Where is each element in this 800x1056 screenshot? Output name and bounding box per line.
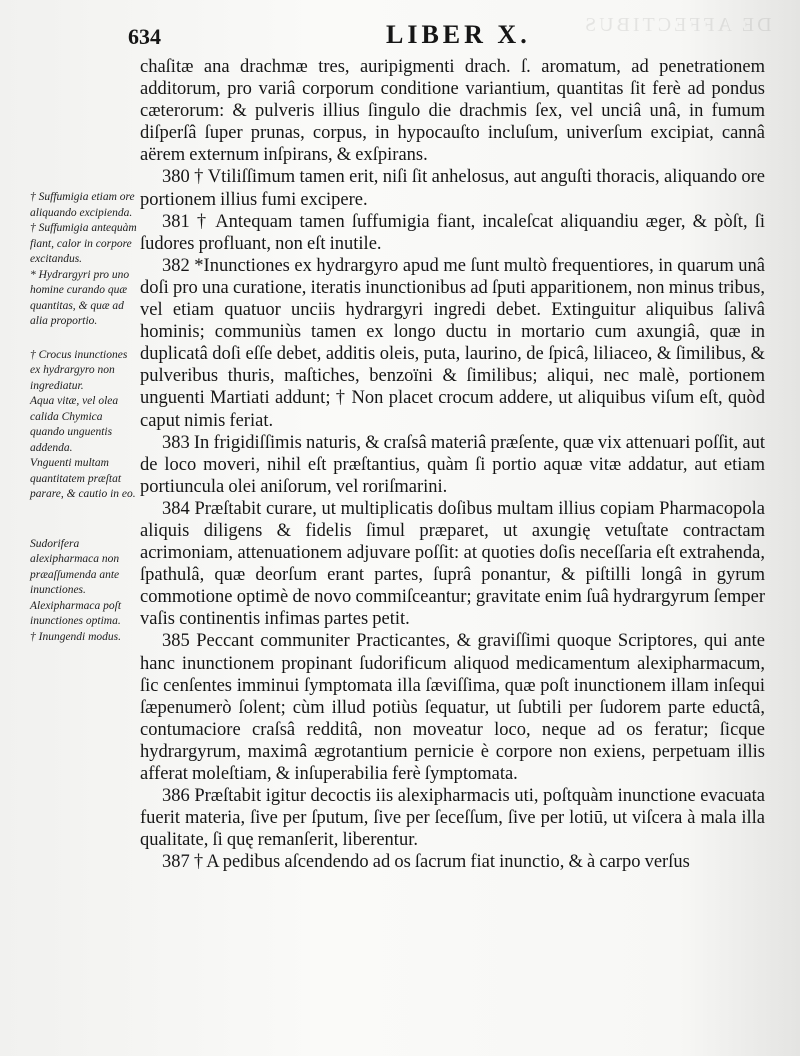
- margin-note-382: * Hydrargyri pro uno homine curando quæ quantitas, & quæ ad alia proportio.: [30, 268, 130, 327]
- page-header: [128, 18, 768, 52]
- section-383: 383 In frigidiſſimis naturis, & craſsâ materiâ præſente, quæ vix attenuari poſſit, aut de loco moveri, nihil eſt præſtantius, quàm ſi portio aquæ vitæ addatur, aut etiam portiuncula olei aniſorum, vel roriſmarini.: [140, 432, 765, 497]
- running-head: LIBER X.: [386, 20, 531, 49]
- section-381: 381 † Antequam tamen ſuffumigia fiant, incaleſcat aliquandiu æger, & pòſt, ſi ſudores profluant, non eſt inutile.: [140, 211, 765, 254]
- paragraph-continuation: chaſitæ ana drachmæ tres, auripigmenti drach. ſ. aromatum, ad penetrationem additorum, pro variâ corporum conditione variantium, quantitas ſit ferè ad pondus cæterorum: & pulveris illius ſingulo die drachmis ſex, vel unciâ unâ, in fumum diſperſâ ſuper prunas, corpus, in hypocauſto incluſum, univerſum excipiat, cannâ aërem externum inſpirans, & exſpirans.: [140, 57, 765, 166]
- margin-note-386: Alexipharmaca poſt inunctiones optima.: [30, 599, 122, 627]
- bleed-through-text: DE AFFECTIBUS: [582, 14, 772, 36]
- margin-note-381: † Suffumigia antequàm fiant, calor in corpore excitandus.: [30, 222, 137, 265]
- margin-note-380: † Suffumigia etiam ore aliquando excipienda.: [30, 191, 135, 219]
- margin-note-384: Vnguenti multam quantitatem præſtat parare, & cautio in eo.: [30, 457, 136, 500]
- section-382: 382 *Inunctiones ex hydrargyro apud me ſunt multò frequentiores, in quarum unâ doſi pro una curatione, iteratis inunctionibus ad ſputi apparitionem, non minus tribus, vel etiam quatuor unciis hydrargyri ingredi debet. Extinguitur aliquibus ſalivâ hominis; communiùs tamen ex longo ductu in mortario cum axungiâ, quæ in duplicatâ doſi eſſe debet, additis oleis, puta, laurino, de ſpicâ, liliaceo, & ſimilibus, & pulveribus thuris, maſtiches, benzoïni & ſimilibus; aliqui, nec malè, portionem unguenti Martiati addunt; † Non placet crocum addere, ut aliquibus viſum eſt, quòd caput nimis feriat.: [140, 255, 765, 431]
- margin-notes: [30, 190, 138, 645]
- margin-note-387: † Inungendi modus.: [30, 630, 122, 643]
- section-385: 385 Peccant communiter Practicantes, & graviſſimi quoque Scriptores, qui ante hanc inunctionem propinant ſudorificum aliquod medicamentum alexipharmacum, ſic cenſentes imminui ſymptomata illa ſæviſſima, quæ poſt inunctionem illam inſequi ſæpenumerò ſolent; cùm illud potiùs ſequatur, ut ſubtili per ſudorem parte eductâ, contumaciore craſsâ redditâ, non moveatur loco, neque ad os feratur; ſicque hydrargyrum, maximâ ægrotantium pernicie è corpore non exiens, perpetuam illis afferat moleſtiam, & inſuperabilia ferè ſymptomata.: [140, 631, 765, 784]
- margin-note-383: Aqua vitæ, vel olea calida Chymica quando unguentis addenda.: [30, 395, 119, 454]
- section-380: 380 † Vtiliſſimum tamen erit, niſi ſit anhelosus, aut anguſti thoracis, aliquando ore portionem illius fumi excipere.: [140, 167, 765, 210]
- section-386: 386 Præſtabit igitur decoctis iis alexipharmacis uti, poſtquàm inunctione evacuata fuerit materia, ſive per ſputum, ſive per ſeceſſum, ſive per lotiū, ut viſcera à mala illa qualitate, ſi quę remanſerit, liberentur.: [140, 786, 765, 851]
- margin-note-crocus: † Crocus inunctiones ex hydrargyro non ingrediatur.: [30, 348, 128, 392]
- section-384: 384 Præſtabit curare, ut multiplicatis doſibus multam illius copiam Pharmacopola aliquis diligens & fidelis ſimul præparet, ut axungię vetuſtate contractam acrimoniam, attenuationem adjuvare poſſit: at quoties doſis neceſſaria eſt extrahenda, ſpathulâ, quæ deorſum erant partes, ſuprâ ponantur, & piſtilli longâ in gyrum commotione optimè de novo commiſceantur; gravitate enim ſuâ hydrargyrum ſemper vaſis continentis infimas partes petit.: [140, 498, 765, 630]
- page-number: 634: [128, 24, 161, 49]
- main-text: [140, 56, 765, 873]
- margin-note-385: Sudorifera alexipharmaca non præaſſumenda ante inunctiones.: [30, 537, 120, 596]
- section-387: 387 † A pedibus aſcendendo ad os ſacrum fiat inunctio, & à carpo verſus: [162, 852, 690, 873]
